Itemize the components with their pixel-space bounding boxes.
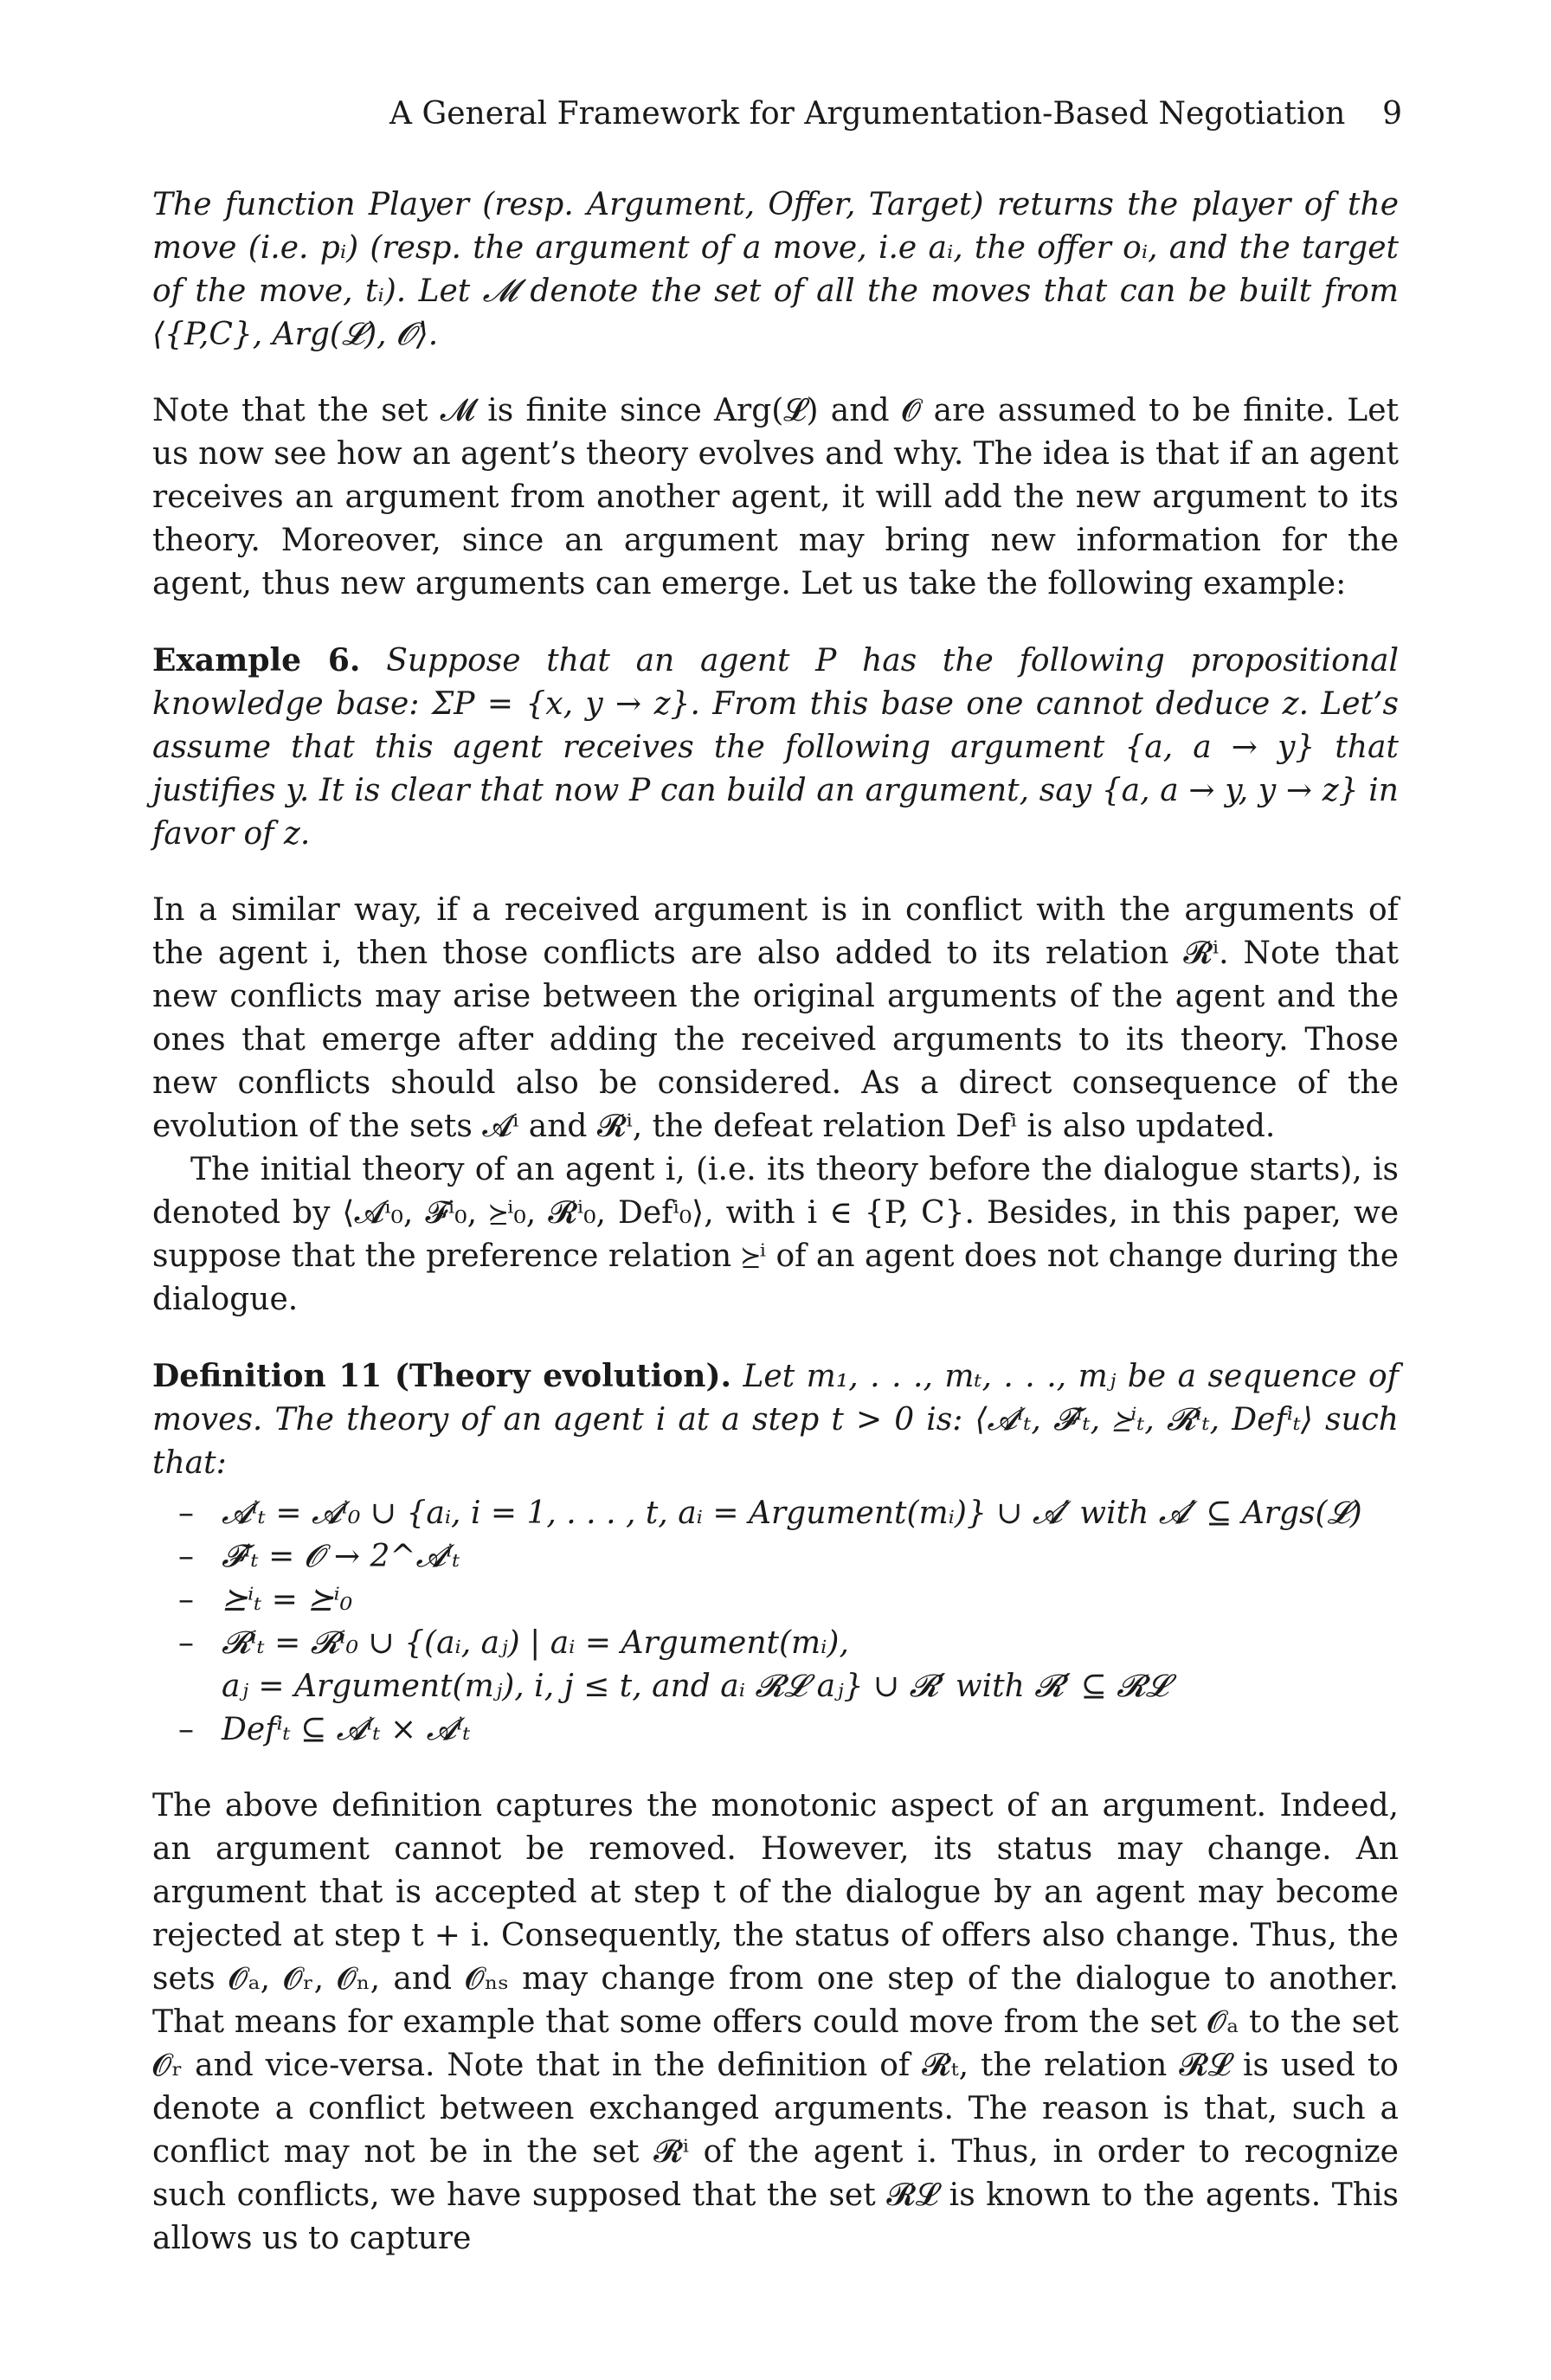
list-dash: – [178,1539,194,1574]
running-title: A General Framework for Argumentation-Based Negotiation [389,96,1346,132]
definition-11 [152,1354,1399,1485]
example-6 [152,639,1399,856]
page-body [152,183,1399,2293]
list-dash: – [178,1625,194,1661]
paragraph-initial-theory: The initial theory of an agent i, (i.e. its theory before the dialogue starts), is denoted by ⟨𝓐ⁱ₀, 𝓕ⁱ₀, ⪰ⁱ₀, 𝓡ⁱ₀, Defⁱ₀⟩, with i ∈ {P, C}. Besides, in this paper, we suppose that the preference relation ⪰ⁱ of an agent does not change during the dialogue. [152,1152,1399,1317]
definition-label: Definition 11 (Theory evolution). [152,1358,732,1394]
definition-item-preferences: – ⪰ⁱₜ = ⪰ⁱ₀ [178,1579,1399,1622]
list-dash: – [178,1712,194,1747]
paragraph-monotonic: The above definition captures the monotonic aspect of an argument. Indeed, an argument cannot be removed. However, its status may change. An argument that is accepted at step t of the dialogue by an agent may become rejected at step t + i. Consequently, the status of offers also change. Thus, the sets 𝓞ₐ, 𝓞ᵣ, 𝓞ₙ, and 𝓞ₙₛ may change from one step of the dialogue to another. That means for example that some offers could move from the set 𝓞ₐ to the set 𝓞ᵣ and vice-versa. Note that in the definition of 𝓡ₜ, the relation 𝓡𝓛 is used to denote a conflict between exchanged arguments. The reason is that, such a conflict may not be in the set 𝓡ⁱ of the agent i. Thus, in order to recognize such conflicts, we have supposed that the set 𝓡𝓛 is known to the agents. This allows us to capture [152,1788,1399,2256]
definition-item-arguments: – 𝓐ⁱₜ = 𝓐ⁱ₀ ∪ {aᵢ, i = 1, . . . , t, aᵢ = Argument(mᵢ)} ∪ 𝓐′ with 𝓐′ ⊆ Args(𝓛) [178,1492,1399,1535]
paragraph-conflicts: In a similar way, if a received argument is in conflict with the arguments of the agent i, then those conflicts are also added to its relation 𝓡ⁱ. Note that new conflicts may arise between the original arguments of the agent and the ones that emerge after adding the received arguments to its theory. Those new conflicts should also be considered. As a direct consequence of the evolution of the sets 𝓐ⁱ and 𝓡ⁱ, the defeat relation Defⁱ is also updated. [152,892,1399,1144]
paragraph-finite-moves: Note that the set 𝓜 is finite since Arg(𝓛) and 𝓞 are assumed to be finite. Let us now see how an agent’s theory evolves and why. The idea is that if an agent receives an argument from another agent, it will add the new argument to its theory. Moreover, since an argument may bring new information for the agent, thus new arguments can emerge. Let us take the following example: [152,393,1399,601]
example-text: Suppose that an agent P has the following propositional knowledge base: ΣP = {x, y → z}. From this base one cannot deduce z. Let’s assume that this agent receives the following argument {a, a → y} that justifies y. It is clear that now P can build an argument, say {a, a → y, y → z} in favor of z. [152,643,1399,852]
definition-text: Let m₁, . . ., mₜ, . . ., mⱼ be a sequence of moves. The theory of an agent i at a step t > 0 is: ⟨𝓐ⁱₜ, 𝓕ⁱₜ, ⪰ⁱₜ, 𝓡ⁱₜ, Defⁱₜ⟩ such that: [152,1359,1399,1481]
definition-items [152,1492,1399,1752]
definition-item-conflicts: – 𝓡ⁱₜ = 𝓡ⁱ₀ ∪ {(aᵢ, aⱼ) | aᵢ = Argument(mᵢ), aⱼ = Argument(mⱼ), i, j ≤ t, and aᵢ 𝓡𝓛 aⱼ} ∪ 𝓡′ with 𝓡′ ⊆ 𝓡𝓛 [178,1622,1399,1708]
list-dash: – [178,1582,194,1618]
definition-item-defeat: – Defⁱₜ ⊆ 𝓐ⁱₜ × 𝓐ⁱₜ [178,1708,1399,1752]
definition-item-conflicts-continued: aⱼ = Argument(mⱼ), i, j ≤ t, and aᵢ 𝓡𝓛 aⱼ} ∪ 𝓡′ with 𝓡′ ⊆ 𝓡𝓛 [222,1669,1168,1704]
example-label: Example 6. [152,642,361,679]
list-dash: – [178,1496,194,1531]
running-header [389,93,1402,135]
paragraph-moves-functions: The function Player (resp. Argument, Offer, Target) returns the player of the move (i.e. pᵢ) (resp. the argument of a move, i.e aᵢ, the offer oᵢ, and the target of the move, tᵢ). Let 𝓜 denote the set of all the moves that can be built from ⟨{P,C}, Arg(𝓛), 𝓞⟩. [152,187,1399,352]
definition-item-offers: – 𝓕ⁱₜ = 𝓞 → 2^𝓐ⁱₜ [178,1535,1399,1579]
page-number: 9 [1382,96,1402,132]
